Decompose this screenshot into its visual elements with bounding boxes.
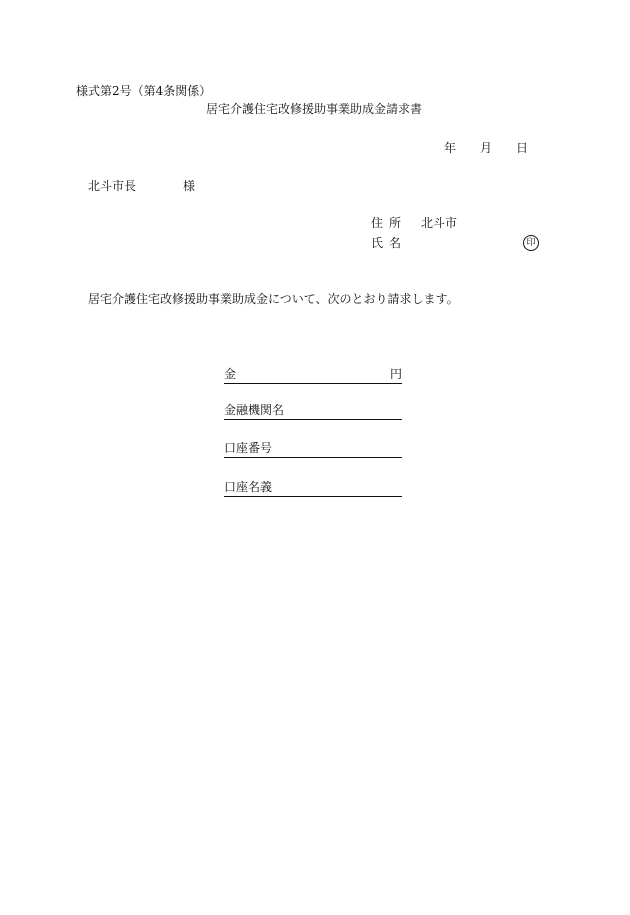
seal-mark-icon: 印 [523,235,539,251]
amount-field[interactable] [224,368,402,384]
date-day-label: 日 [516,141,529,155]
bank-name-label: 金融機関名 [224,403,285,417]
name-label: 氏名 [371,236,408,250]
amount-unit: 円 [389,367,402,381]
address-value: 北斗市 [421,216,458,230]
account-number-label: 口座番号 [224,441,273,455]
amount-label: 金 [224,367,237,381]
bank-name-field[interactable] [224,404,402,420]
addressee-name: 北斗市長 [88,179,137,193]
document-title: 居宅介護住宅改修援助事業助成金請求書 [206,102,423,116]
date-year-label: 年 [444,141,457,155]
date-month-label: 月 [480,141,493,155]
request-statement: 居宅介護住宅改修援助事業助成金について、次のとおり請求します。 [88,292,459,306]
address-label: 住所 [371,216,408,230]
account-number-field[interactable] [224,442,402,458]
addressee-honorific: 様 [183,179,196,193]
form-number: 様式第2号（第4条関係） [76,84,212,98]
account-holder-label: 口座名義 [224,480,273,494]
account-holder-field[interactable] [224,481,402,497]
